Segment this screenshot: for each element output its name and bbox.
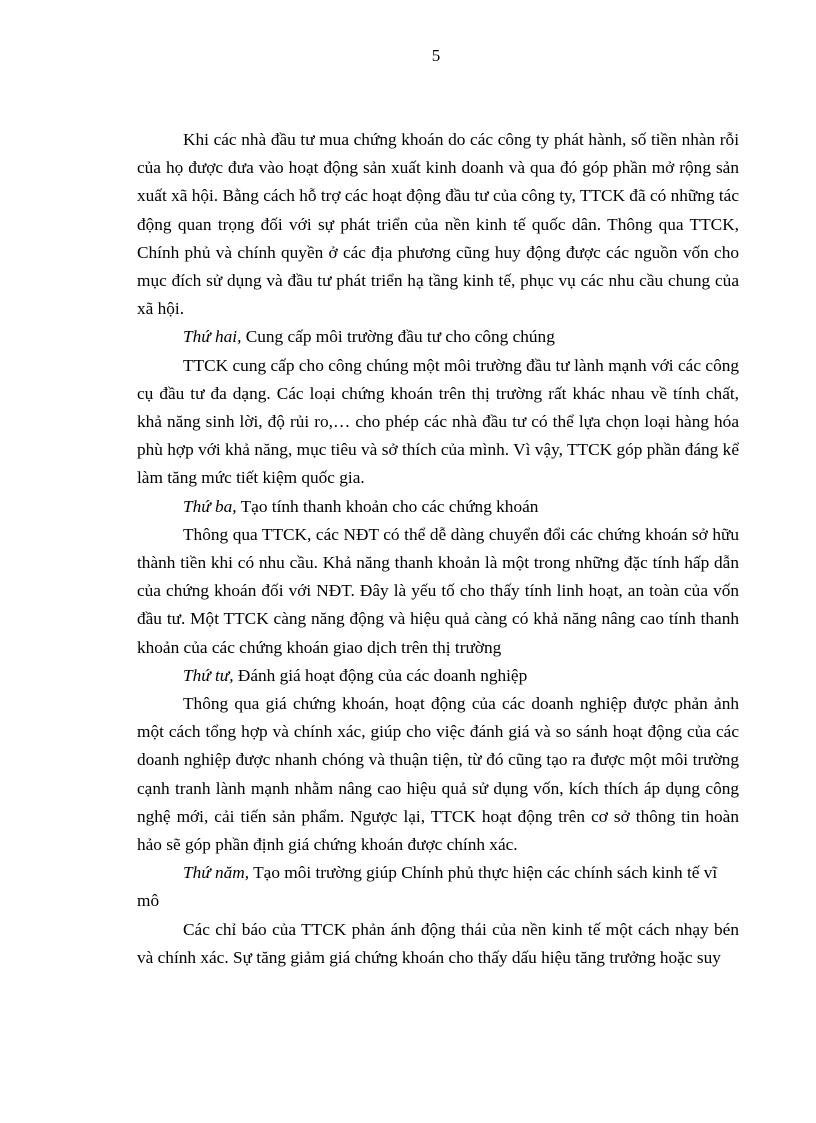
document-body (137, 126, 739, 972)
section-heading-fourth (137, 662, 739, 690)
section-heading-fifth (137, 859, 739, 915)
paragraph-liquidity: Thông qua TTCK, các NĐT có thể dễ dàng chuyển đổi các chứng khoán sở hữu thành tiền khi có nhu cầu. Khả năng thanh khoản là một trong những đặc tính hấp dẫn của chứng khoán đối với NĐT. Đây là yếu tố cho thấy tính linh hoạt, an toàn của vốn đầu tư. Một TTCK càng năng động và hiệu quả càng có khả năng nâng cao tính thanh khoản của các chứng khoán giao dịch trên thị trường (137, 524, 739, 657)
heading-text: Tạo tính thanh khoản cho các chứng khoán (236, 496, 539, 516)
paragraph-investment-environment: TTCK cung cấp cho công chúng một môi trường đầu tư lành mạnh với các công cụ đầu tư đa dạng. Các loại chứng khoán trên thị trường rất khác nhau về tính chất, khả năng sinh lời, độ rủi ro,… cho phép các nhà đầu tư có thể lựa chọn loại hàng hóa phù hợp với khả năng, mục tiêu và sở thích của mình. Vì vậy, TTCK góp phần đáng kể làm tăng mức tiết kiệm quốc gia. (137, 355, 739, 488)
heading-text: Tạo môi trường giúp Chính phủ thực hiện các chính sách kinh tế vĩ mô (137, 863, 718, 911)
section-heading-second (137, 323, 739, 351)
paragraph-enterprise-evaluation: Thông qua giá chứng khoán, hoạt động của các doanh nghiệp được phản ảnh một cách tổng hợp và chính xác, giúp cho việc đánh giá và so sánh hoạt động của các doanh nghiệp được nhanh chóng và thuận tiện, từ đó cũng tạo ra được một môi trường cạnh tranh lành mạnh nhằm nâng cao hiệu quả sử dụng vốn, kích thích áp dụng công nghệ mới, cải tiến sản phẩm. Ngược lại, TTCK hoạt động trên cơ sở thông tin hoàn hảo sẽ góp phần định giá chứng khoán được chính xác. (137, 694, 739, 855)
heading-lead: Thứ hai, (183, 327, 242, 347)
heading-text: Cung cấp môi trường đầu tư cho công chúng (241, 327, 555, 347)
heading-lead: Thứ năm, (183, 863, 250, 883)
section-heading-third (137, 493, 739, 521)
paragraph-investment-capital: Khi các nhà đầu tư mua chứng khoán do các công ty phát hành, số tiền nhàn rỗi của họ được đưa vào hoạt động sản xuất kinh doanh và qua đó góp phần mở rộng sản xuất xã hội. Bằng cách hỗ trợ các hoạt động đầu tư của công ty, TTCK đã có những tác động quan trọng đối với sự phát triển của nền kinh tế quốc dân. Thông qua TTCK, Chính phủ và chính quyền ở các địa phương cũng huy động được các nguồn vốn cho mục đích sử dụng và đầu tư phát triển hạ tầng kinh tế, phục vụ các nhu cầu chung của xã hội. (137, 130, 739, 319)
paragraph-macro-indicators: Các chỉ báo của TTCK phản ánh động thái của nền kinh tế một cách nhạy bén và chính xác. Sự tăng giảm giá chứng khoán cho thấy dấu hiệu tăng trưởng hoặc suy (137, 919, 739, 967)
page-number: 5 (431, 46, 441, 65)
heading-lead: Thứ tư, (183, 665, 234, 685)
heading-text: Đánh giá hoạt động của các doanh nghiệp (233, 665, 528, 685)
heading-lead: Thứ ba, (183, 496, 237, 516)
